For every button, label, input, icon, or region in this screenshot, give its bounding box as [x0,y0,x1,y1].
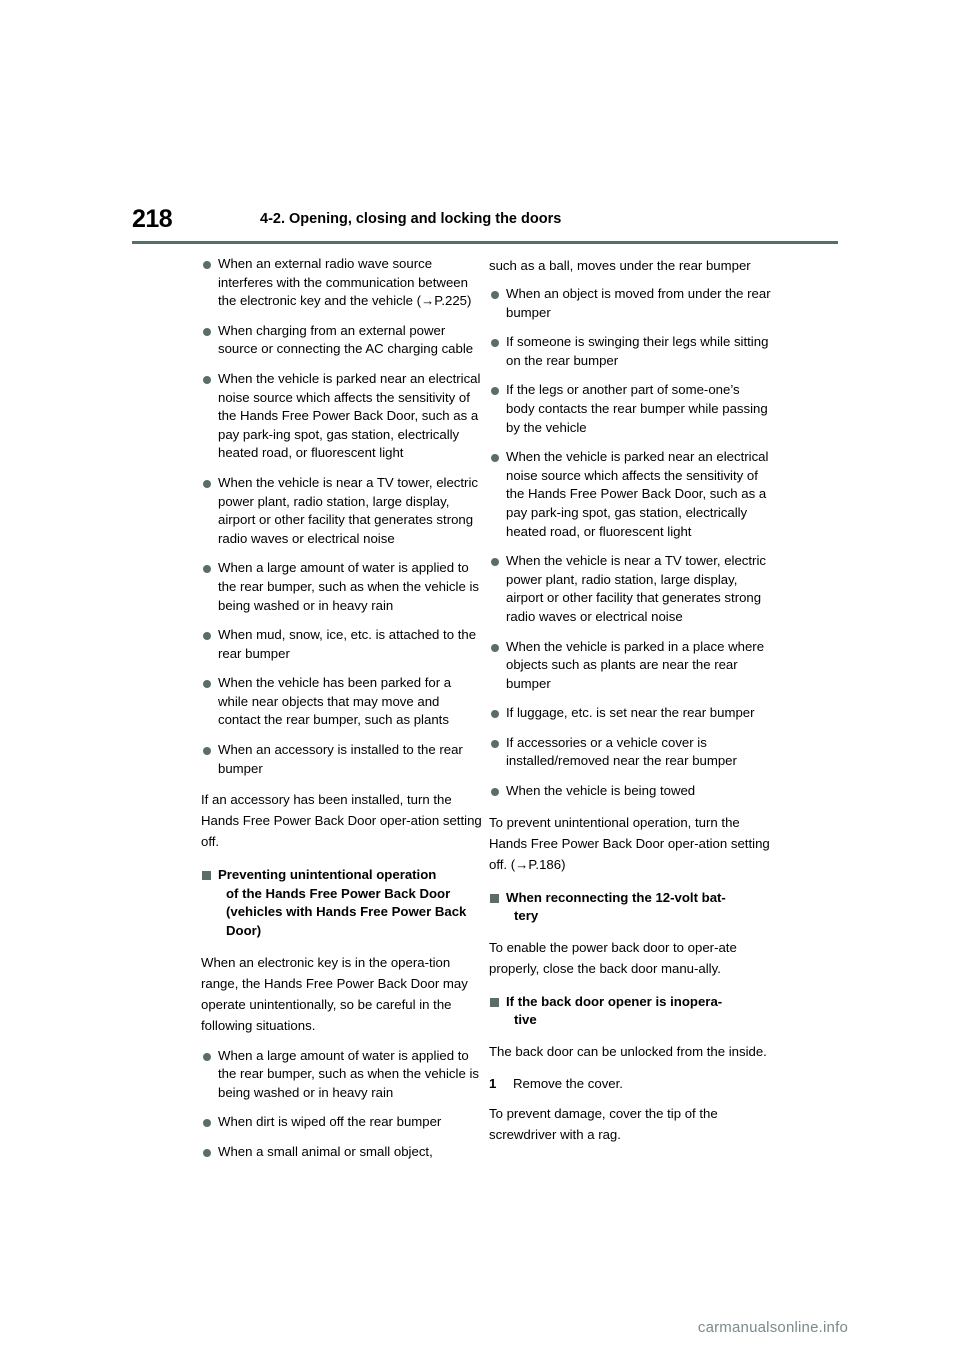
subsection-heading [489,993,771,1030]
section-title: 4-2. Opening, closing and locking the doors [260,211,562,227]
step-text: Remove the cover. [513,1076,623,1092]
list-item: If the legs or another part of some-one’s body contacts the rear bumper while passing by the vehicle [489,381,771,437]
page-header [132,205,838,241]
list-item: When an external radio wave source interferes with the communication between the electronic key and the vehicle (→P.225) [201,255,483,311]
list-item: When the vehicle is near a TV tower, electric power plant, radio station, large display, airport or other facility that generates strong radio waves or electrical noise [201,474,483,548]
list-item: When the vehicle is being towed [489,782,771,801]
list-item: When the vehicle is near a TV tower, electric power plant, radio station, large display, airport or other facility that generates strong radio waves or electrical noise [489,552,771,626]
list-item: When a small animal or small object, [201,1143,483,1162]
list-item: When a large amount of water is applied to the rear bumper, such as when the vehicle is being washed or in heavy rain [201,559,483,615]
subsection-heading [201,866,483,940]
paragraph: To prevent damage, cover the tip of the screwdriver with a rag. [489,1106,718,1143]
watermark: carmanualsonline.info [697,1319,848,1336]
subsection-heading-line1: If the back door opener is inopera- [506,993,723,1009]
list-item: When a large amount of water is applied to the rear bumper, such as when the vehicle is being washed or in heavy rain [201,1047,483,1103]
list-item: When charging from an external power source or connecting the AC charging cable [201,322,483,359]
list-item: When the vehicle has been parked for a while near objects that may move and contact the rear bumper, such as plants [201,674,483,730]
list-item: If luggage, etc. is set near the rear bumper [489,704,771,723]
left-column [201,255,483,1173]
subsection-heading-line1: Preventing unintentional operation [218,867,437,883]
page-number: 218 [132,205,173,233]
paragraph: The back door can be unlocked from the inside. [489,1044,767,1060]
paragraph: To enable the power back door to oper-ate properly, close the back door manu-ally. [489,939,737,976]
list-item: When the vehicle is parked in a place where objects such as plants are near the rear bumper [489,638,771,694]
list-item: When the vehicle is parked near an electrical noise source which affects the sensitivity of the Hands Free Power Back Door, such as a pay park-ing spot, gas station, electrically heated road, or fluorescent light [201,370,483,463]
list-item: When the vehicle is parked near an electrical noise source which affects the sensitivity of the Hands Free Power Back Door, such as a pay park-ing spot, gas station, electrically heated road, or fluorescent light [489,448,771,541]
paragraph: If an accessory has been installed, turn the Hands Free Power Back Door oper-ation setting off. [201,792,482,850]
paragraph: When an electronic key is in the opera-tion range, the Hands Free Power Back Door may operate unintentionally, so be careful in the following situations. [201,954,468,1033]
step-number: 1 [489,1076,497,1092]
subsection-heading-line2: tive [514,1012,537,1028]
header-divider [132,241,838,244]
continued-paragraph: such as a ball, moves under the rear bumper [489,258,751,273]
subsection-heading-line1: When reconnecting the 12-volt bat- [506,889,726,905]
list-item: If accessories or a vehicle cover is installed/removed near the rear bumper [489,734,771,771]
paragraph: To prevent unintentional operation, turn the Hands Free Power Back Door oper-ation setting off. (→P.186) [489,814,770,872]
list-item: When an object is moved from under the rear bumper [489,285,771,322]
numbered-step [489,1073,771,1094]
list-item: When dirt is wiped off the rear bumper [201,1113,483,1132]
right-column [489,255,771,1156]
list-item: When mud, snow, ice, etc. is attached to the rear bumper [201,626,483,663]
subsection-heading-line2: tery [514,908,539,924]
list-item: If someone is swinging their legs while sitting on the rear bumper [489,333,771,370]
list-item: When an accessory is installed to the rear bumper [201,741,483,778]
subsection-heading-line2: of the Hands Free Power Back Door (vehicles with Hands Free Power Back Door) [226,885,467,939]
subsection-heading [489,889,771,926]
